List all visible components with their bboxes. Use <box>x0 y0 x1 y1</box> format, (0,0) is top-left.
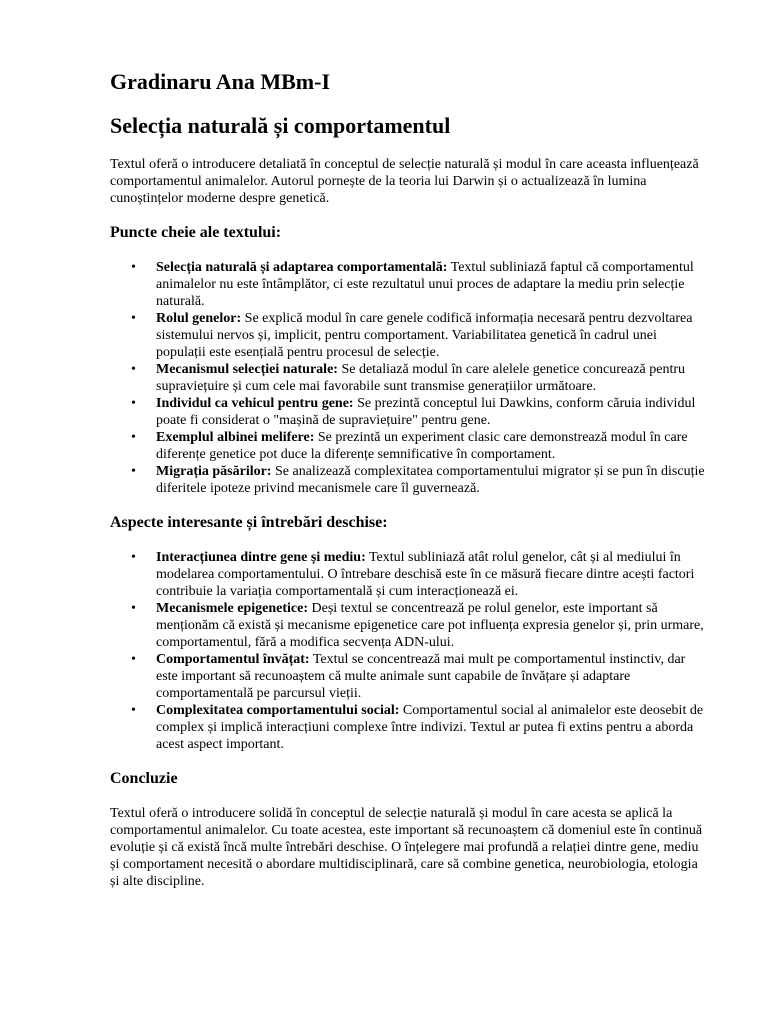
intro-paragraph: Textul oferă o introducere detaliată în conceptul de selecție naturală și modul în care aceasta influențează comportamentul animalelor. Autorul pornește de la teoria lui Darwin și o actualizează în lumina cunoștințelor moderne despre genetică. <box>110 157 699 206</box>
key-points-heading: Puncte cheie ale textului: <box>110 224 282 241</box>
list-item-text: Textul subliniază atât rolul genelor, cât și al mediului în modelarea comportamentului. O întrebare deschisă este în ce măsură fiecare dintre acești factori contribuie la variația comportamentală și cum interacționează ei. <box>156 550 695 599</box>
key-points-list <box>110 259 710 497</box>
list-item <box>110 463 710 497</box>
list-item <box>110 361 710 395</box>
list-item-term: Complexitatea comportamentului social: <box>156 703 400 718</box>
list-item <box>110 259 710 310</box>
list-item-text: Se explică modul în care genele codifică informația necesară pentru dezvoltarea sistemului nervos și, implicit, pentru comportament. Variabilitatea genetică în cadrul unei populații este esențială pentru procesul de selecție. <box>156 311 693 360</box>
bullet-icon: • <box>131 703 136 718</box>
bullet-icon: • <box>131 362 136 377</box>
list-item-term: Selecția naturală și adaptarea comportamentală: <box>156 260 448 275</box>
list-item <box>110 429 710 463</box>
conclusion-paragraph: Textul oferă o introducere solidă în conceptul de selecție naturală și modul în care acesta se aplică la comportamentul animalelor. Cu toate acestea, este important să recunoaștem că domeniul este în continuă evoluție și că există încă multe întrebări deschise. O înțelegere mai profundă a relației dintre gene, mediu și comportament necesită o abordare multidisciplinară, care să combine genetica, neurobiologia, etologia și alte discipline. <box>110 806 703 889</box>
list-item-term: Mecanismul selecției naturale: <box>156 362 338 377</box>
document-title: Gradinaru Ana MBm-I <box>110 69 331 94</box>
list-item-term: Interacțiunea dintre gene și mediu: <box>156 550 366 565</box>
list-item <box>110 395 710 429</box>
list-item-text: Deși textul se concentrează pe rolul genelor, este important să menționăm că există și mecanisme epigenetice care pot influența expresia genelor și, prin urmare, comportamentul, fără a modifica secvența ADN-ului. <box>156 601 704 650</box>
bullet-icon: • <box>131 601 136 616</box>
list-item <box>110 600 710 651</box>
conclusion-heading: Concluzie <box>110 770 178 787</box>
list-item-text: Se detaliază modul în care alelele genetice concurează pentru supraviețuire și cum cele mai favorabile sunt transmise generațiilor următoare. <box>156 362 686 394</box>
list-item-term: Exemplul albinei melifere: <box>156 430 315 445</box>
list-item-text: Textul subliniază faptul că comportamentul animalelor nu este întâmplător, ci este rezultatul unui proces de adaptare la mediu prin selecție naturală. <box>156 260 694 309</box>
bullet-icon: • <box>131 430 136 445</box>
list-item-term: Individul ca vehicul pentru gene: <box>156 396 354 411</box>
bullet-icon: • <box>131 464 136 479</box>
list-item <box>110 702 710 753</box>
bullet-icon: • <box>131 311 136 326</box>
open-questions-heading: Aspecte interesante și întrebări deschise: <box>110 514 388 531</box>
document-subtitle: Selecția naturală și comportamentul <box>110 113 451 138</box>
list-item <box>110 651 710 702</box>
list-item-text: Se analizează complexitatea comportamentului migrator și se pun în discuție diferitele ipoteze privind mecanismele care îl guvernează. <box>156 464 705 496</box>
open-questions-list <box>110 549 710 753</box>
list-item-text: Comportamentul social al animalelor este deosebit de complex și implică interacțiuni complexe între indivizi. Textul ar putea fi extins pentru a aborda acest aspect important. <box>156 703 704 752</box>
bullet-icon: • <box>131 652 136 667</box>
list-item <box>110 310 710 361</box>
list-item-text: Textul se concentrează mai mult pe comportamentul instinctiv, dar este important să recunoaștem că multe animale sunt capabile de învățare și adaptare comportamentală pe parcursul vieții. <box>156 652 686 701</box>
list-item-text: Se prezintă conceptul lui Dawkins, conform căruia individul poate fi considerat o "mașină de supraviețuire" pentru gene. <box>156 396 696 428</box>
document-page <box>110 68 710 906</box>
list-item-term: Mecanismele epigenetice: <box>156 601 308 616</box>
bullet-icon: • <box>131 260 136 275</box>
list-item-text: Se prezintă un experiment clasic care demonstrează modul în care diferențe genetice pot duce la diferențe semnificative în comportament. <box>156 430 688 462</box>
list-item-term: Rolul genelor: <box>156 311 242 326</box>
bullet-icon: • <box>131 550 136 565</box>
bullet-icon: • <box>131 396 136 411</box>
list-item-term: Comportamentul învățat: <box>156 652 310 667</box>
list-item-term: Migrația păsărilor: <box>156 464 272 479</box>
list-item <box>110 549 710 600</box>
